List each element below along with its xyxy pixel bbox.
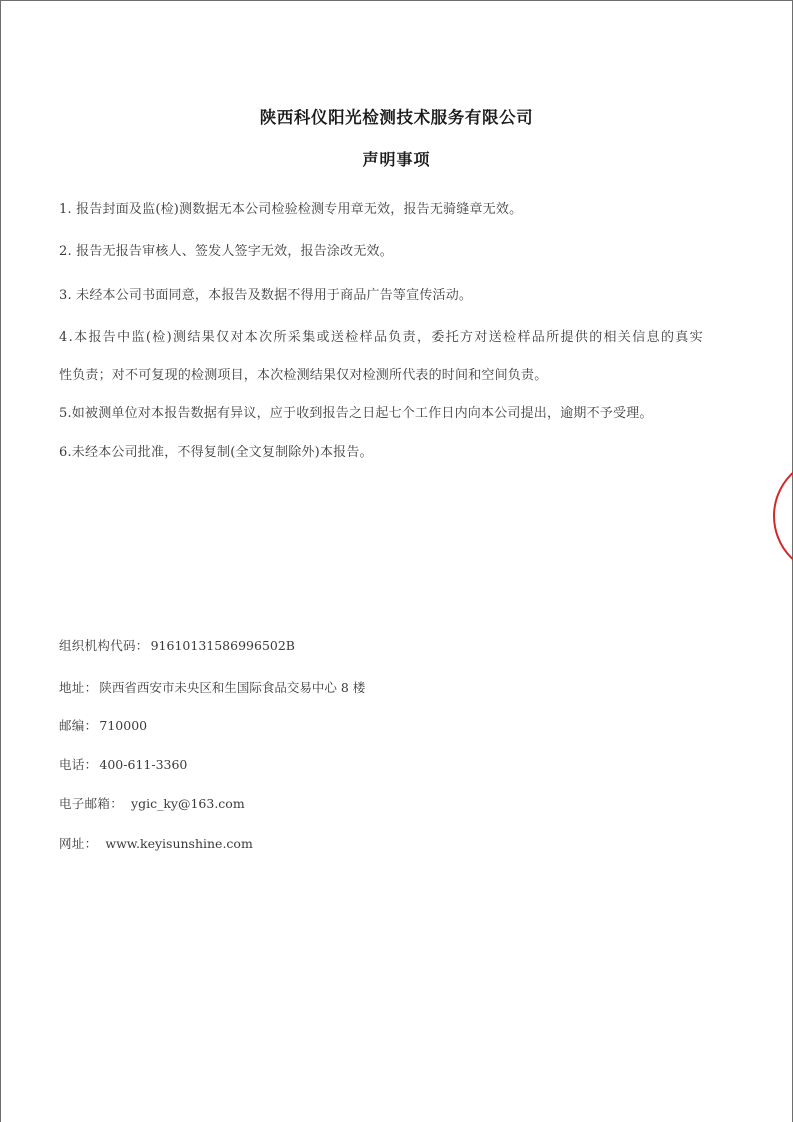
website-value: www.keyisunshine.com (105, 836, 253, 851)
org-code-label: 组织机构代码： (59, 638, 149, 653)
phone-value: 400-611-3360 (99, 757, 188, 772)
address-label: 地址： (59, 680, 98, 695)
phone-line (59, 755, 187, 773)
zip-value: 710000 (99, 718, 148, 733)
clause-6: 6.未经本公司批准，不得复制(全文复制除外)本报告。 (59, 445, 373, 460)
clause-3: 3. 未经本公司书面同意，本报告及数据不得用于商品广告等宣传活动。 (59, 288, 473, 303)
page-title: 声明事项 (362, 150, 431, 169)
website-line (59, 834, 253, 852)
company-name: 陕西科仪阳光检测技术服务有限公司 (259, 108, 534, 127)
email-label: 电子邮箱： (59, 796, 124, 811)
clause-4-line-1: 4.本报告中监(检)测结果仅对本次所采集或送检样品负责，委托方对送检样品所提供的相关信息的真实 (59, 330, 704, 345)
official-seal-icon (773, 456, 793, 576)
zip-label: 邮编： (59, 718, 98, 733)
clause-1: 1. 报告封面及监(检)测数据无本公司检验检测专用章无效，报告无骑缝章无效。 (59, 202, 523, 217)
clause-2: 2. 报告无报告审核人、签发人签字无效，报告涂改无效。 (59, 244, 393, 259)
email-line (59, 794, 245, 812)
zip-line (59, 716, 147, 734)
org-code-value: 91610131586996502B (150, 638, 295, 653)
page-border-top (0, 0, 793, 1)
address-value: 陕西省西安市未央区和生国际食品交易中心 8 楼 (99, 680, 366, 695)
email-value: ygic_ky@163.com (131, 796, 245, 811)
clause-5: 5.如被测单位对本报告数据有异议，应于收到报告之日起七个工作日内向本公司提出，逾期不予受理。 (59, 406, 653, 421)
phone-label: 电话： (59, 757, 98, 772)
org-code-line (59, 636, 295, 654)
address-line (59, 678, 365, 696)
clause-4-line-2: 性负责；对不可复现的检测项目，本次检测结果仅对检测所代表的时间和空间负责。 (59, 368, 548, 383)
website-label: 网址： (59, 836, 98, 851)
